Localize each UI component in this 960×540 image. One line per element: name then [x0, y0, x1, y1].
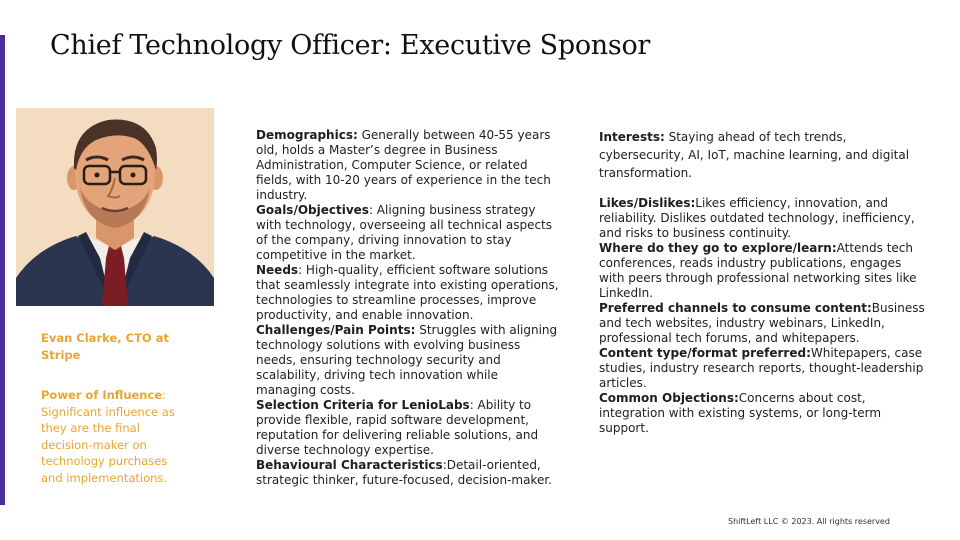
demographics	[256, 128, 561, 203]
explore-learn-label: Where do they go to explore/learn:	[599, 241, 837, 255]
selection-criteria	[256, 398, 561, 458]
portrait-illustration	[16, 108, 214, 306]
persona-details-column	[256, 128, 561, 488]
interests-text: Staying ahead of tech trends, cybersecurity, AI, IoT, machine learning, and digital transformation.	[599, 130, 910, 180]
demographics-text: Generally between 40-55 years old, holds a Master’s degree in Business Administration, Computer Science, or related fields, with 10-20 years of experience in the tech industry.	[256, 128, 551, 202]
copyright-footer: ShiftLeft LLC © 2023. All rights reserved	[728, 517, 890, 526]
goals	[256, 203, 561, 263]
content-type	[599, 346, 929, 391]
goals-text: : Aligning business strategy with technology, overseeing all technical aspects of the company, driving innovation to stay competitive in the market.	[256, 203, 553, 262]
power-of-influence	[41, 387, 191, 486]
explore-learn	[599, 241, 929, 301]
goals-label: Goals/Objectives	[256, 203, 369, 217]
persona-preferences-column	[599, 128, 929, 436]
interests	[599, 128, 929, 182]
likes-dislikes-label: Likes/Dislikes:	[599, 196, 696, 210]
selection-criteria-text: : Ability to provide flexible, rapid software development, reputation for delivering reliable solutions, and diverse technology expertise.	[256, 398, 539, 457]
common-objections-label: Common Objections:	[599, 391, 739, 405]
behavioural-characteristics	[256, 458, 561, 488]
slide-title: Chief Technology Officer: Executive Sponsor	[50, 30, 651, 61]
challenges-label: Challenges/Pain Points:	[256, 323, 416, 337]
power-label: Power of Influence	[41, 388, 163, 402]
likes-dislikes-text: Likes efficiency, innovation, and reliability. Dislikes outdated technology, inefficiency, and risks to business continuity.	[599, 196, 915, 240]
content-type-text: Whitepapers, case studies, industry research reports, thought-leadership articles.	[599, 346, 924, 390]
likes-dislikes	[599, 196, 929, 241]
demographics-label: Demographics:	[256, 128, 358, 142]
persona-name: Evan Clarke, CTO at Stripe	[41, 331, 169, 362]
challenges	[256, 323, 561, 398]
selection-criteria-label: Selection Criteria for LenioLabs	[256, 398, 470, 412]
common-objections-text: Concerns about cost, integration with existing systems, or long-term support.	[599, 391, 882, 435]
interests-label: Interests:	[599, 130, 665, 144]
preferred-channels	[599, 301, 929, 346]
explore-learn-text: Attends tech conferences, reads industry publications, engages with peers through professional networking sites like LinkedIn.	[599, 241, 917, 300]
power-text: : Significant influence as they are the final decision-maker on technology purchases and implementations.	[41, 388, 175, 485]
preferred-channels-label: Preferred channels to consume content:	[599, 301, 872, 315]
needs	[256, 263, 561, 323]
common-objections	[599, 391, 929, 436]
needs-text: : High-quality, efficient software solutions that seamlessly integrate into existing operations, technologies to streamline processes, improve productivity, and enable innovation.	[256, 263, 559, 322]
needs-label: Needs	[256, 263, 299, 277]
accent-bar	[0, 35, 5, 505]
behavioural-text: :Detail-oriented, strategic thinker, future-focused, decision-maker.	[256, 458, 552, 487]
challenges-text: Struggles with aligning technology solutions with evolving business needs, ensuring technology security and scalability, driving tech innovation while managing costs.	[256, 323, 558, 397]
persona-portrait	[16, 108, 214, 306]
content-type-label: Content type/format preferred:	[599, 346, 811, 360]
preferred-channels-text: Business and tech websites, industry webinars, LinkedIn, professional tech forums, and whitepapers.	[599, 301, 925, 345]
behavioural-label: Behavioural Characteristics	[256, 458, 443, 472]
